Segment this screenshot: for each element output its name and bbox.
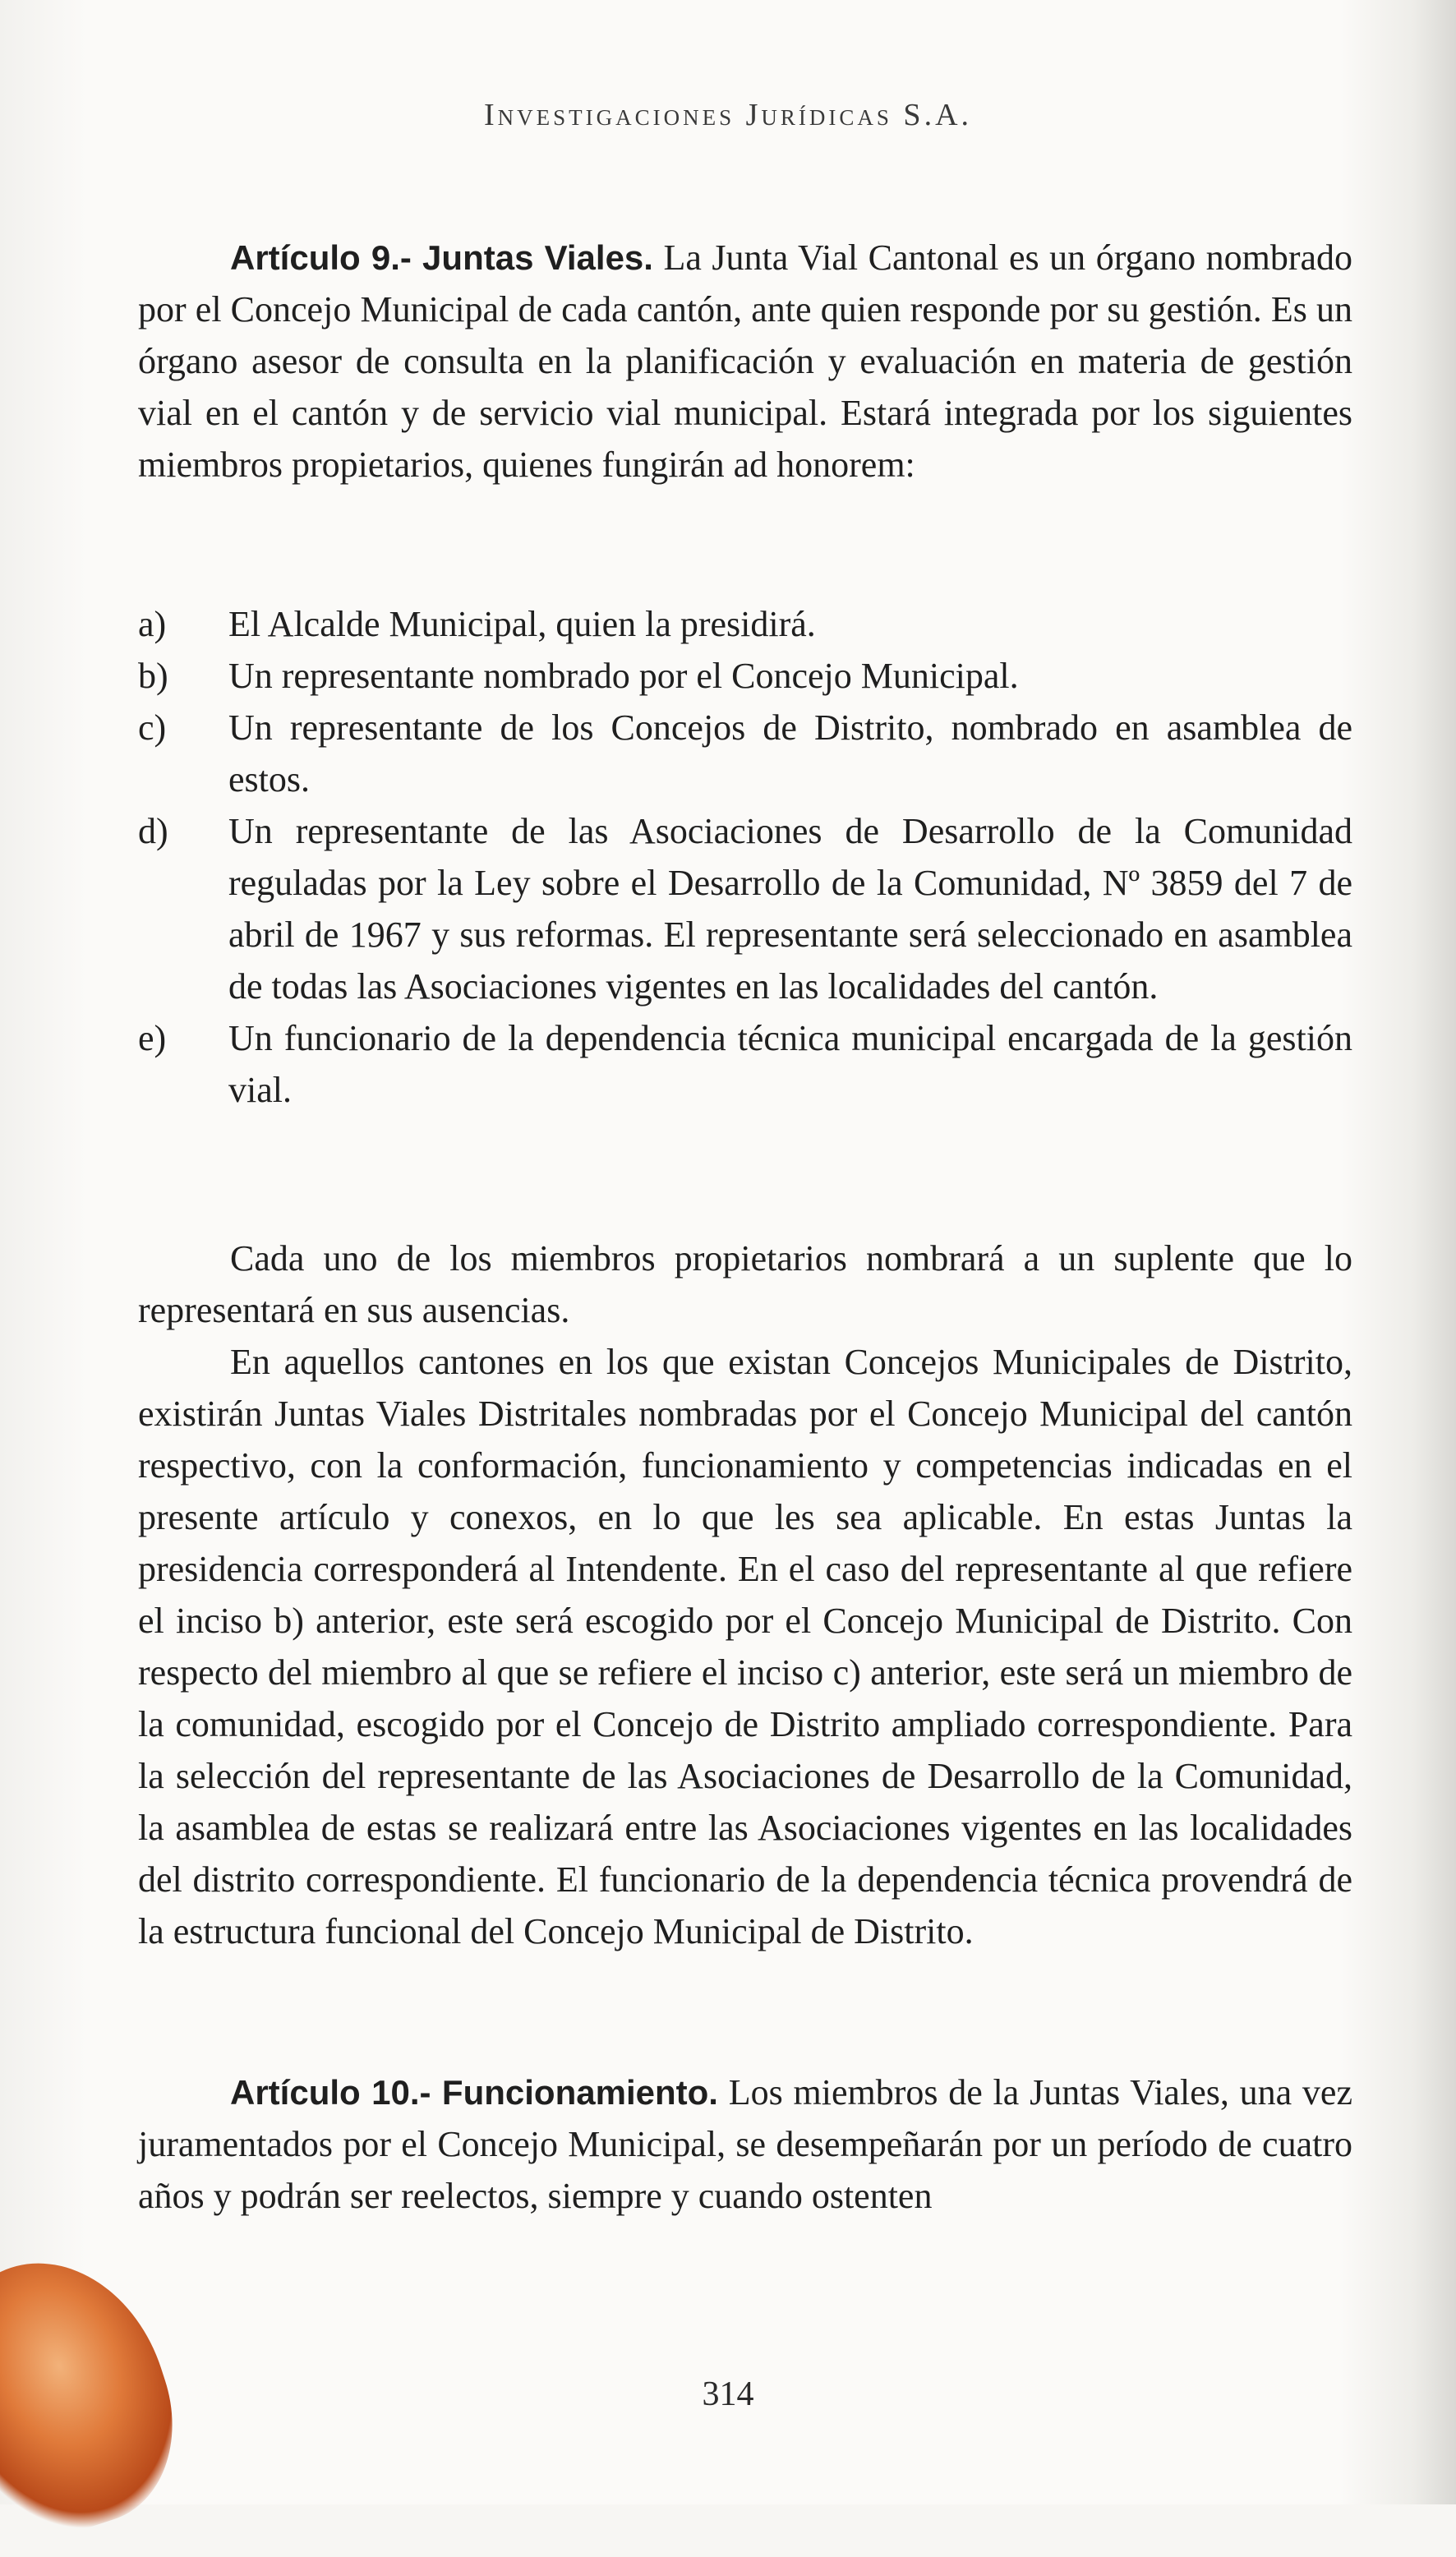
- list-marker: a): [138, 604, 167, 644]
- article-10-paragraph: [138, 2066, 1352, 2222]
- list-item-text: Un representante de los Concejos de Distrito, nombrado en asamblea de estos.: [228, 707, 1352, 799]
- list-item: [138, 598, 1352, 650]
- members-list: [138, 598, 1352, 1116]
- list-item: [138, 702, 1352, 805]
- list-item-text: El Alcalde Municipal, quien la presidirá.: [228, 604, 816, 644]
- list-item: [138, 805, 1352, 1012]
- article-9-title: Artículo 9.- Juntas Viales.: [230, 238, 653, 277]
- list-item: [138, 1012, 1352, 1116]
- list-item-text: Un representante de las Asociaciones de Desarrollo de la Comunidad reguladas por la Ley sobre el Desarrollo de la Comunidad, Nº 3859 del 7 de abril de 1967 y sus reformas. El representante será seleccionado en asamblea de todas las Asociaciones vigentes en las localidades del cantón.: [228, 811, 1352, 1007]
- page-number: 314: [702, 2375, 754, 2413]
- list-marker: d): [138, 811, 168, 851]
- article-10: [138, 2066, 1352, 2222]
- list-marker: c): [138, 707, 167, 748]
- paragraph-suplentes: Cada uno de los miembros propietarios nombrará a un suplente que lo representará en sus ausencias.: [138, 1238, 1352, 1330]
- paragraph-distritos: En aquellos cantones en los que existan Concejos Municipales de Distrito, existirán Juntas Viales Distritales nombradas por el Concejo Municipal del cantón respectivo, con la conformación, funcionamiento y competencias indicadas en el presente artículo y conexos, en lo que les sea aplicable. En estas Juntas la presidencia corresponderá al Intendente. En el caso del representante al que refiere el inciso b) anterior, este será escogido por el Concejo Municipal de Distrito. Con respecto del miembro al que se refiere el inciso c) anterior, este será un miembro de la comunidad, escogido por el Concejo de Distrito ampliado correspondiente. Para la selección del representante de las Asociaciones de Desarrollo de la Comunidad, la asamblea de estas se realizará entre las Asociaciones vigentes en las localidades del distrito correspondiente. El funcionario de la dependencia técnica provendrá de la estructura funcional del Concejo Municipal de Distrito.: [138, 1342, 1352, 1951]
- list-item: [138, 650, 1352, 702]
- list-item-text: Un funcionario de la dependencia técnica municipal encargada de la gestión vial.: [228, 1018, 1352, 1110]
- article-9-paragraph: [138, 232, 1352, 491]
- article-9-closing: [138, 1232, 1352, 1957]
- running-header: Investigaciones Jurídicas S.A.: [483, 98, 973, 132]
- article-10-title: Artículo 10.- Funcionamiento.: [230, 2073, 718, 2112]
- article-9-intro-text: La Junta Vial Cantonal es un órgano nombrado por el Concejo Municipal de cada cantón, ante quien responde por su gestión. Es un órgano asesor de consulta en la planificación y evaluación en materia de gestión vial en el cantón y de servicio vial municipal. Estará integrada por los siguientes miembros propietarios, quienes fungirán ad honorem:: [138, 237, 1353, 485]
- list-marker: b): [138, 656, 168, 696]
- list-marker: e): [138, 1018, 167, 1058]
- article-10-text: Los miembros de la Juntas Viales, una vez juramentados por el Concejo Municipal, se desempeñarán por un período de cuatro años y podrán ser reelectos, siempre y cuando ostenten: [138, 2072, 1352, 2216]
- list-item-text: Un representante nombrado por el Concejo Municipal.: [228, 656, 1019, 696]
- article-9-intro: [138, 232, 1352, 491]
